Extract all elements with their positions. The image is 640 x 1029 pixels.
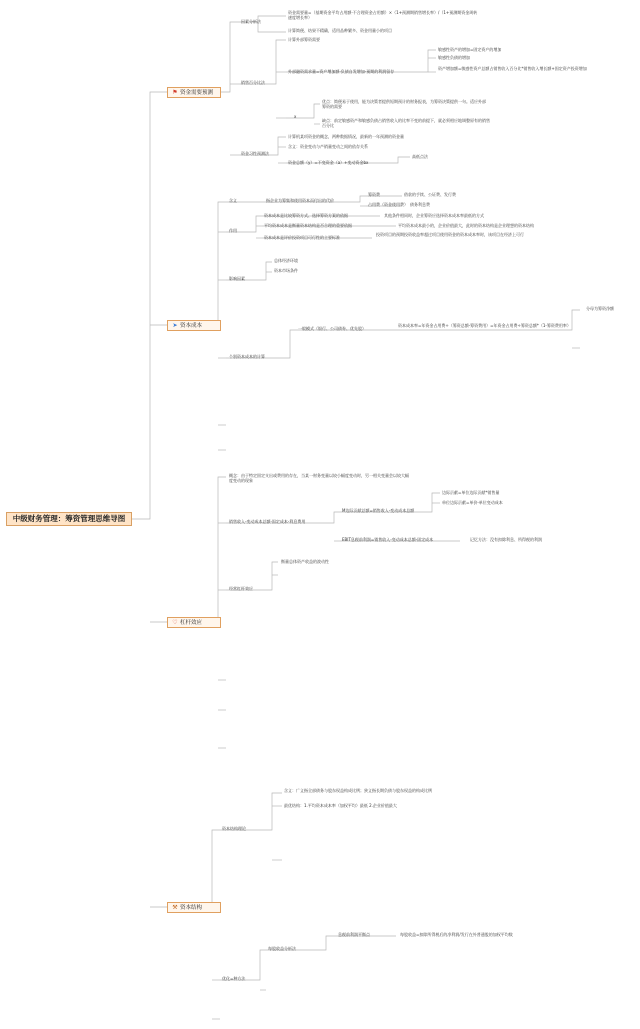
node-cost-behavior-1[interactable]: 计算机某项资金的概念，两种数据情况，最新的一年预测的资金量 (288, 134, 404, 139)
node-cost-formula[interactable]: 资本成本率=年资金占用费÷（筹资总额-筹资费用）=年资金占用费÷筹资总额*（1-筹资费用率） (398, 323, 571, 328)
root-title[interactable]: 中级财务管理：筹资管理思维导图 (6, 512, 132, 526)
node-optimal-structure[interactable]: 最优结构：1.平均资本成本率（加权平均）最低 2.企业价值最大 (284, 803, 397, 808)
node-asset-increase[interactable]: 资产增加额=敏感性资产总额占销售收入百分比*销售收入增长额+固定资产投资增加 (438, 66, 587, 71)
node-ebit-memo[interactable]: 记忆方法：没有扣除利息、所得税的利润 (470, 537, 542, 542)
pickaxe-icon: ⚒ (172, 904, 178, 911)
node-structure-theory[interactable]: 资本结构理论 (222, 826, 246, 831)
node-structure-definition[interactable]: 含义：广义指全部债务与股东权益构成比例；狭义指长期负债与股东权益的构成比例 (284, 788, 432, 793)
node-optimization[interactable]: 优化=种方法 (222, 976, 246, 981)
node-ebit[interactable]: EBIT息税前利润=销售收入-变动成本总额-固定成本 (342, 537, 434, 542)
node-sales-percentage[interactable]: 销售百分比法 (241, 80, 265, 85)
heart-icon: ♡ (172, 619, 178, 626)
node-cost-behavior-3[interactable]: 资金总额（y）=不变资金（a）+变动资金bx (288, 160, 369, 165)
node-role-1[interactable]: 资本成本是比较筹资方式、选择筹资方案的依据 (264, 213, 348, 218)
node-eps-analysis[interactable]: 每股收益分析法 (268, 946, 296, 951)
section-funding-forecast[interactable] (167, 87, 221, 98)
node-role-3a[interactable]: 投资项目的预期投资收益率超过项目使用资金的资本成本率时，该项目在经济上可行 (376, 232, 524, 237)
node-factor-note[interactable]: 计算简便、结果不精确，适用品种繁多、资金用量小的项目 (288, 28, 392, 33)
node-factor-formula[interactable]: 资金需要量=（基期资金平均占用额-不合理资金占用额）×（1+预测期销售增长率）/（1+预测期资金周转速度增长率） (288, 10, 478, 20)
node-individual-cost[interactable]: 个别资本成本的计算 (229, 354, 265, 359)
node-advantages[interactable]: 优点：简便易于使用，能为决策者提供短期预计的财务报表，为筹资决策提供一句。适应外部筹资的需要 (322, 99, 486, 109)
node-external-needs[interactable]: 计算外部筹资需要 (288, 37, 320, 42)
node-leverage-formula[interactable]: 销售收入-变动成本总额-固定成本-利息费用 (229, 519, 306, 524)
node-high-low[interactable]: 高低点法 (412, 154, 428, 159)
section-label: 资本结构 (180, 905, 203, 911)
section-label: 资本成本 (180, 323, 203, 329)
paper-plane-icon: ➤ (172, 322, 178, 329)
node-x[interactable]: x (294, 114, 297, 119)
node-role-1a[interactable]: 其他条件相同时，企业筹资应选择资本成本率最低的方式 (384, 213, 484, 218)
node-leverage-concept[interactable]: 概念：由于特定固定支出或费用的存在，当某一财务变量以较小幅度变动时，另一相关变量会以较大幅度变动的现象 (229, 473, 409, 483)
node-eps-formula[interactable]: 每股收益=扣除所得税后的净利润/发行在外普通股的加权平均数 (400, 932, 513, 937)
node-operating-leverage[interactable]: 经营杠杆效应 (229, 586, 253, 591)
node-role[interactable]: 作用 (229, 228, 237, 233)
section-label: 资金需要预测 (180, 90, 214, 96)
node-cost-behavior[interactable]: 资金习性预测法 (241, 151, 269, 156)
section-capital-cost[interactable] (167, 320, 221, 331)
node-role-2[interactable]: 平均资本成本是衡量资本结构是否合理的重要依据 (264, 223, 352, 228)
node-net-denominator[interactable]: 分母为筹资净额 (586, 306, 614, 311)
node-raising-fee[interactable]: 筹资费 (368, 192, 380, 197)
node-factors[interactable]: 影响因素 (229, 276, 245, 281)
node-marginal-1[interactable]: 边际贡献=单位边际贡献*销售量 (442, 490, 500, 495)
node-raising-fee-detail[interactable]: 借款的手续、公证费、发行费 (404, 192, 456, 197)
node-marginal-2[interactable]: 单位边际贡献=单价-单位变动成本 (442, 500, 503, 505)
node-role-3[interactable]: 资本成本是评价投资项目可行性的主要标准 (264, 235, 340, 240)
section-leverage-effect[interactable] (167, 617, 221, 628)
node-definition[interactable]: 含义 (229, 198, 237, 203)
node-disadvantages[interactable]: 缺点：前定敏感资产和敏感负债占销售收入的比率不变的前提下，就必须相应地调整原有的销售百分比 (322, 118, 490, 128)
node-cost-behavior-2[interactable]: 含义：资金变动与产销量变动之间的依存关系 (288, 144, 368, 149)
node-sensitive-liabilities[interactable]: 敏感性负债的增加 (438, 55, 470, 60)
flag-icon: ⚑ (172, 89, 178, 96)
node-external-formula[interactable]: 外部融资需求量=资产增加额-负债自发增加-预期的利润留存 (288, 69, 395, 74)
node-factor-analysis[interactable]: 因素分析法 (241, 19, 261, 24)
section-capital-structure[interactable] (167, 902, 221, 913)
node-general-model[interactable]: 一般模式（银行、公司债券、优先股） (298, 326, 366, 331)
node-sensitive-assets[interactable]: 敏感性资产的增加=固定资产的增加 (438, 47, 502, 52)
node-usage-fee-detail[interactable]: 债务利息费 (410, 202, 430, 207)
node-usage-fee[interactable]: 占用费（资金使用费） (368, 202, 408, 207)
node-marginal-contribution[interactable]: M边际贡献总额=销售收入-变动成本总额 (342, 508, 415, 513)
node-operating-leverage-1[interactable]: 衡量总体资产收益的波动性 (281, 559, 329, 564)
node-ebit-breakeven[interactable]: 息税前利润平衡点 (338, 932, 370, 937)
node-definition-1[interactable]: 指企业为筹集和使用资本而付出的代价 (266, 198, 334, 203)
node-factor-economy[interactable]: 总体经济环境 (274, 258, 298, 263)
node-factor-market[interactable]: 资本市场条件 (274, 268, 298, 273)
section-label: 杠杆效应 (180, 620, 203, 626)
node-role-2a[interactable]: 平均资本成本最小的，企业价值最大，此时的资本结构是企业理想的资本结构 (398, 223, 534, 228)
